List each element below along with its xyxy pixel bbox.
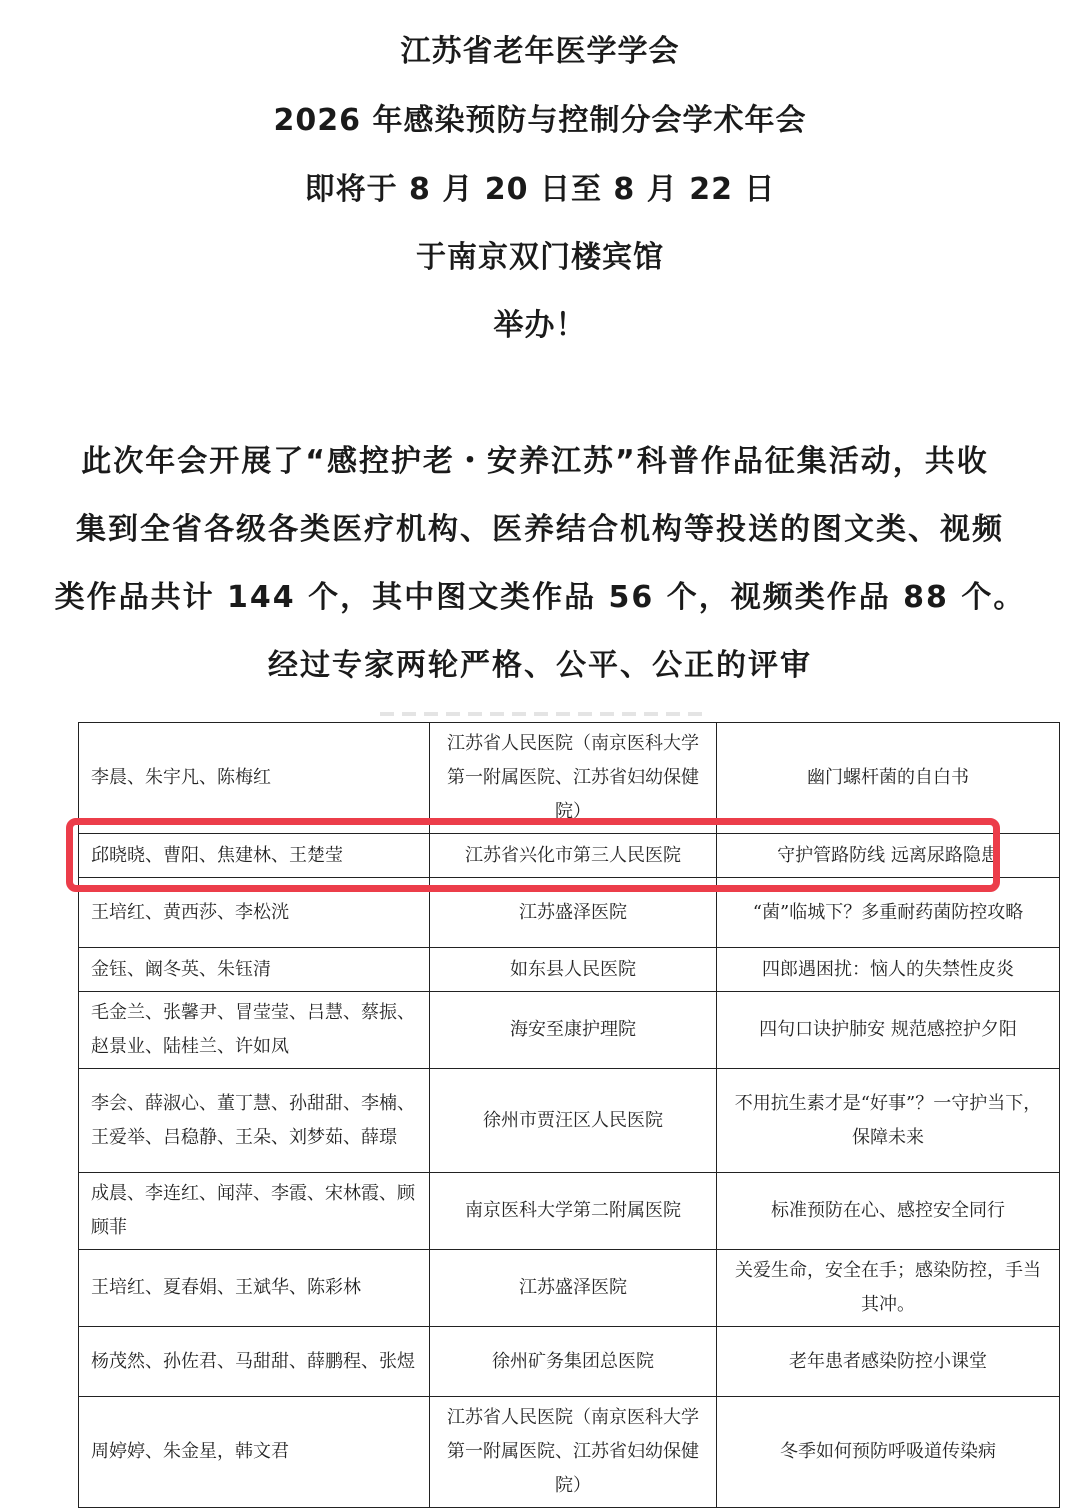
table-row — [79, 1250, 1060, 1327]
title-cell: 四句口诀护肺安 规范感控护夕阳 — [717, 992, 1060, 1069]
authors-cell: 成晨、李连红、闻萍、李霞、宋林霞、顾顾菲 — [79, 1173, 430, 1250]
title-cell: 四郎遇困扰：恼人的失禁性皮炎 — [717, 948, 1060, 992]
table-row — [79, 948, 1060, 992]
institution-cell: 江苏省兴化市第三人民医院 — [430, 834, 717, 878]
table-row — [79, 878, 1060, 948]
table-row — [79, 723, 1060, 834]
institution-cell: 江苏省人民医院（南京医科大学第一附属医院、江苏省妇幼保健院） — [430, 1397, 717, 1508]
table-row — [79, 1173, 1060, 1250]
institution-cell: 徐州市贾汪区人民医院 — [430, 1069, 717, 1173]
institution-cell: 江苏盛泽医院 — [430, 1250, 717, 1327]
paragraph-line: 经过专家两轮严格、公平、公正的评审 — [268, 648, 812, 683]
table-row — [79, 1397, 1060, 1508]
authors-cell: 金钰、阚冬英、朱钰清 — [79, 948, 430, 992]
title-cell: 标准预防在心、感控安全同行 — [717, 1173, 1060, 1250]
institution-cell: 江苏省人民医院（南京医科大学第一附属医院、江苏省妇幼保健院） — [430, 723, 717, 834]
society-name: 江苏省老年医学学会 — [400, 34, 680, 69]
faded-header-fragment — [380, 712, 710, 716]
authors-cell: 周婷婷、朱金星，韩文君 — [79, 1397, 430, 1508]
title-cell: 老年患者感染防控小课堂 — [717, 1327, 1060, 1397]
institution-cell: 海安至康护理院 — [430, 992, 717, 1069]
institution-cell: 如东县人民医院 — [430, 948, 717, 992]
conference-closing: 举办！ — [493, 308, 587, 343]
paragraph-line: 此次年会开展了“感控护老・安养江苏”科普作品征集活动，共收 — [81, 444, 989, 479]
title-cell: 幽门螺杆菌的自白书 — [717, 723, 1060, 834]
paragraph-line: 类作品共计 144 个，其中图文类作品 56 个，视频类作品 88 个。 — [54, 580, 1026, 615]
authors-cell: 李晨、朱宇凡、陈梅红 — [79, 723, 430, 834]
title-cell: 关爱生命，安全在手；感染防控，手当其冲。 — [717, 1250, 1060, 1327]
authors-cell: 毛金兰、张馨尹、冒莹莹、吕慧、蔡振、赵景业、陆桂兰、许如凤 — [79, 992, 430, 1069]
table-row — [79, 834, 1060, 878]
paragraph-line: 集到全省各级各类医疗机构、医养结合机构等投送的图文类、视频 — [76, 512, 1004, 547]
conference-title: 2026 年感染预防与控制分会学术年会 — [273, 103, 807, 138]
table-row — [79, 992, 1060, 1069]
institution-cell: 徐州矿务集团总医院 — [430, 1327, 717, 1397]
authors-cell: 王培红、黄西莎、李松洸 — [79, 878, 430, 948]
awards-table — [78, 722, 1060, 1508]
authors-cell: 邱晓晓、曹阳、焦建林、王楚莹 — [79, 834, 430, 878]
institution-cell: 南京医科大学第二附属医院 — [430, 1173, 717, 1250]
conference-dates: 即将于 8 月 20 日至 8 月 22 日 — [304, 172, 776, 207]
institution-cell: 江苏盛泽医院 — [430, 878, 717, 948]
authors-cell: 李会、薛淑心、董丁慧、孙甜甜、李楠、王爱举、吕稳静、王朵、刘梦茹、薛璟 — [79, 1069, 430, 1173]
conference-venue: 于南京双门楼宾馆 — [416, 240, 664, 275]
authors-cell: 杨茂然、孙佐君、马甜甜、薛鹏程、张煜 — [79, 1327, 430, 1397]
title-cell: 冬季如何预防呼吸道传染病 — [717, 1397, 1060, 1508]
awards-table-container — [78, 722, 1042, 1496]
authors-cell: 王培红、夏春娟、王斌华、陈彩林 — [79, 1250, 430, 1327]
table-row — [79, 1327, 1060, 1397]
title-cell: 不用抗生素才是“好事”？一守护当下，保障未来 — [717, 1069, 1060, 1173]
title-cell: “菌”临城下？多重耐药菌防控攻略 — [717, 878, 1060, 948]
table-row — [79, 1069, 1060, 1173]
title-cell: 守护管路防线 远离尿路隐患 — [717, 834, 1060, 878]
